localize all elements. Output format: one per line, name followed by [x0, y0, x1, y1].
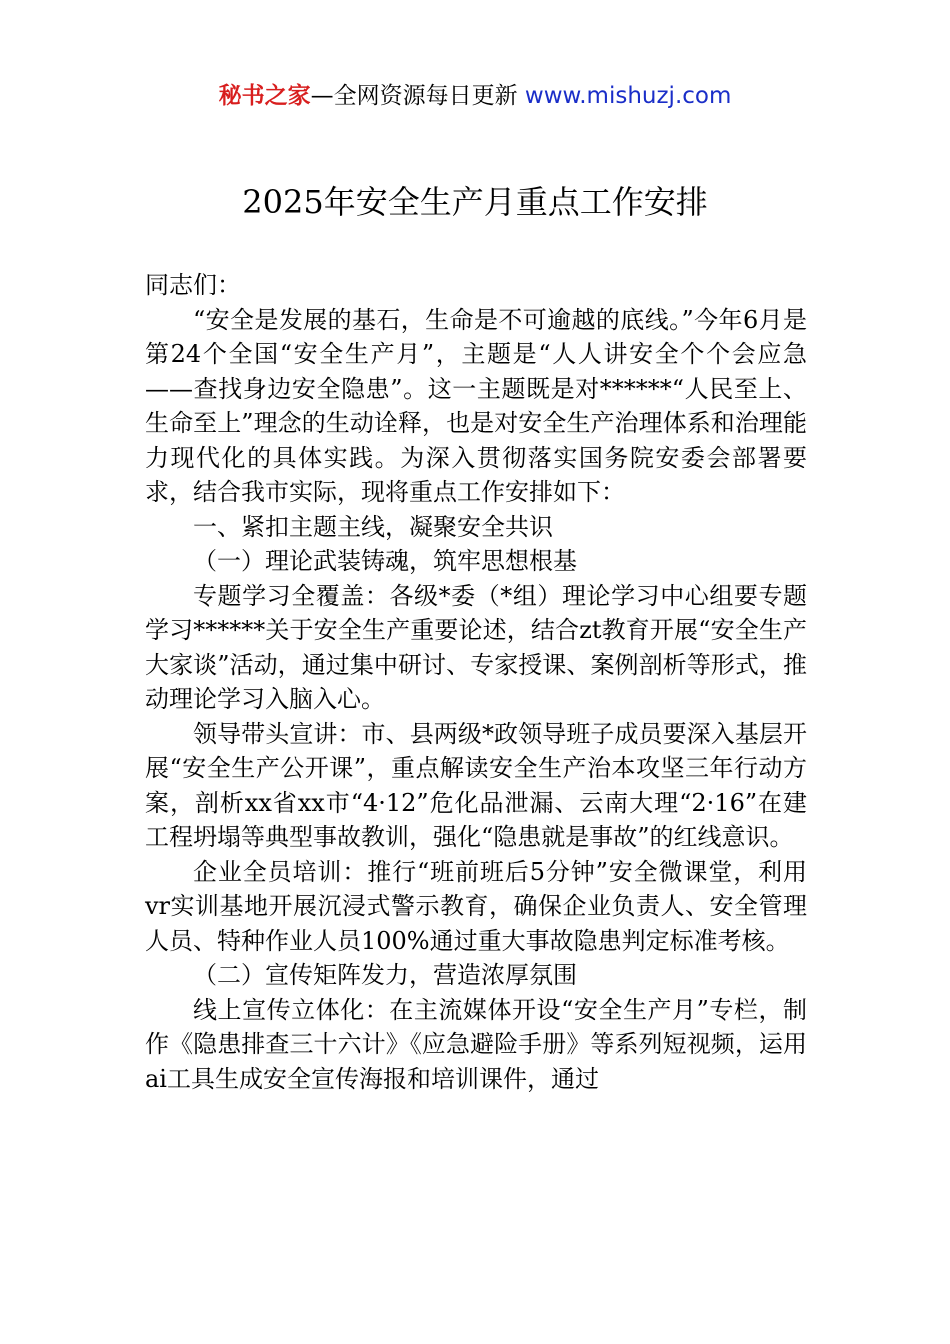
site-name: 秘书之家	[218, 83, 311, 109]
salutation: 同志们：	[145, 271, 241, 299]
site-tagline: —全网资源每日更新	[310, 83, 518, 109]
subsection-heading-1: （一）理论武装铸魂，筑牢思想根基	[193, 547, 577, 575]
document-body	[145, 268, 807, 1096]
paragraph-online-publicity: 线上宣传立体化：在主流媒体开设“安全生产月”专栏，制作《隐患排查三十六计》《应急避险手册》等系列短视频，运用ai工具生成安全宣传海报和培训课件，通过	[145, 995, 807, 1093]
document-title: 2025年安全生产月重点工作安排	[242, 183, 708, 221]
paragraph-staff-training: 企业全员培训：推行“班前班后5分钟”安全微课堂，利用vr实训基地开展沉浸式警示教育，确保企业负责人、安全管理人员、特种作业人员100%通过重大事故隐患判定标准考核。	[145, 857, 807, 955]
subsection-heading-2: （二）宣传矩阵发力，营造浓厚氛围	[193, 961, 577, 989]
paragraph-leader-lecture: 领导带头宣讲：市、县两级*政领导班子成员要深入基层开展“安全生产公开课”，重点解读安全生产治本攻坚三年行动方案，剖析xx省xx市“4·12”危化品泄漏、云南大理“2·16”在建工程坍塌等典型事故教训，强化“隐患就是事故”的红线意识。	[145, 719, 807, 851]
section-heading-1: 一、紧扣主题主线，凝聚安全共识	[193, 512, 553, 541]
site-url-link[interactable]: www.mishuzj.com	[524, 83, 732, 109]
intro-paragraph: “安全是发展的基石，生命是不可逾越的底线。”今年6月是第24个全国“安全生产月”，主题是“人人讲安全个个会应急——查找身边安全隐患”。这一主题既是对******“人民至上、生命至上”理念的生动诠释，也是对安全生产治理体系和治理能力现代化的具体实践。为深入贯彻落实国务院安委会部署要求，结合我市实际，现将重点工作安排如下：	[145, 305, 807, 506]
paragraph-topic-study: 专题学习全覆盖：各级*委（*组）理论学习中心组要专题学习******关于安全生产重要论述，结合zt教育开展“安全生产大家谈”活动，通过集中研讨、专家授课、案例剖析等形式，推动理论学习入脑入心。	[145, 581, 807, 713]
site-header	[0, 80, 950, 112]
